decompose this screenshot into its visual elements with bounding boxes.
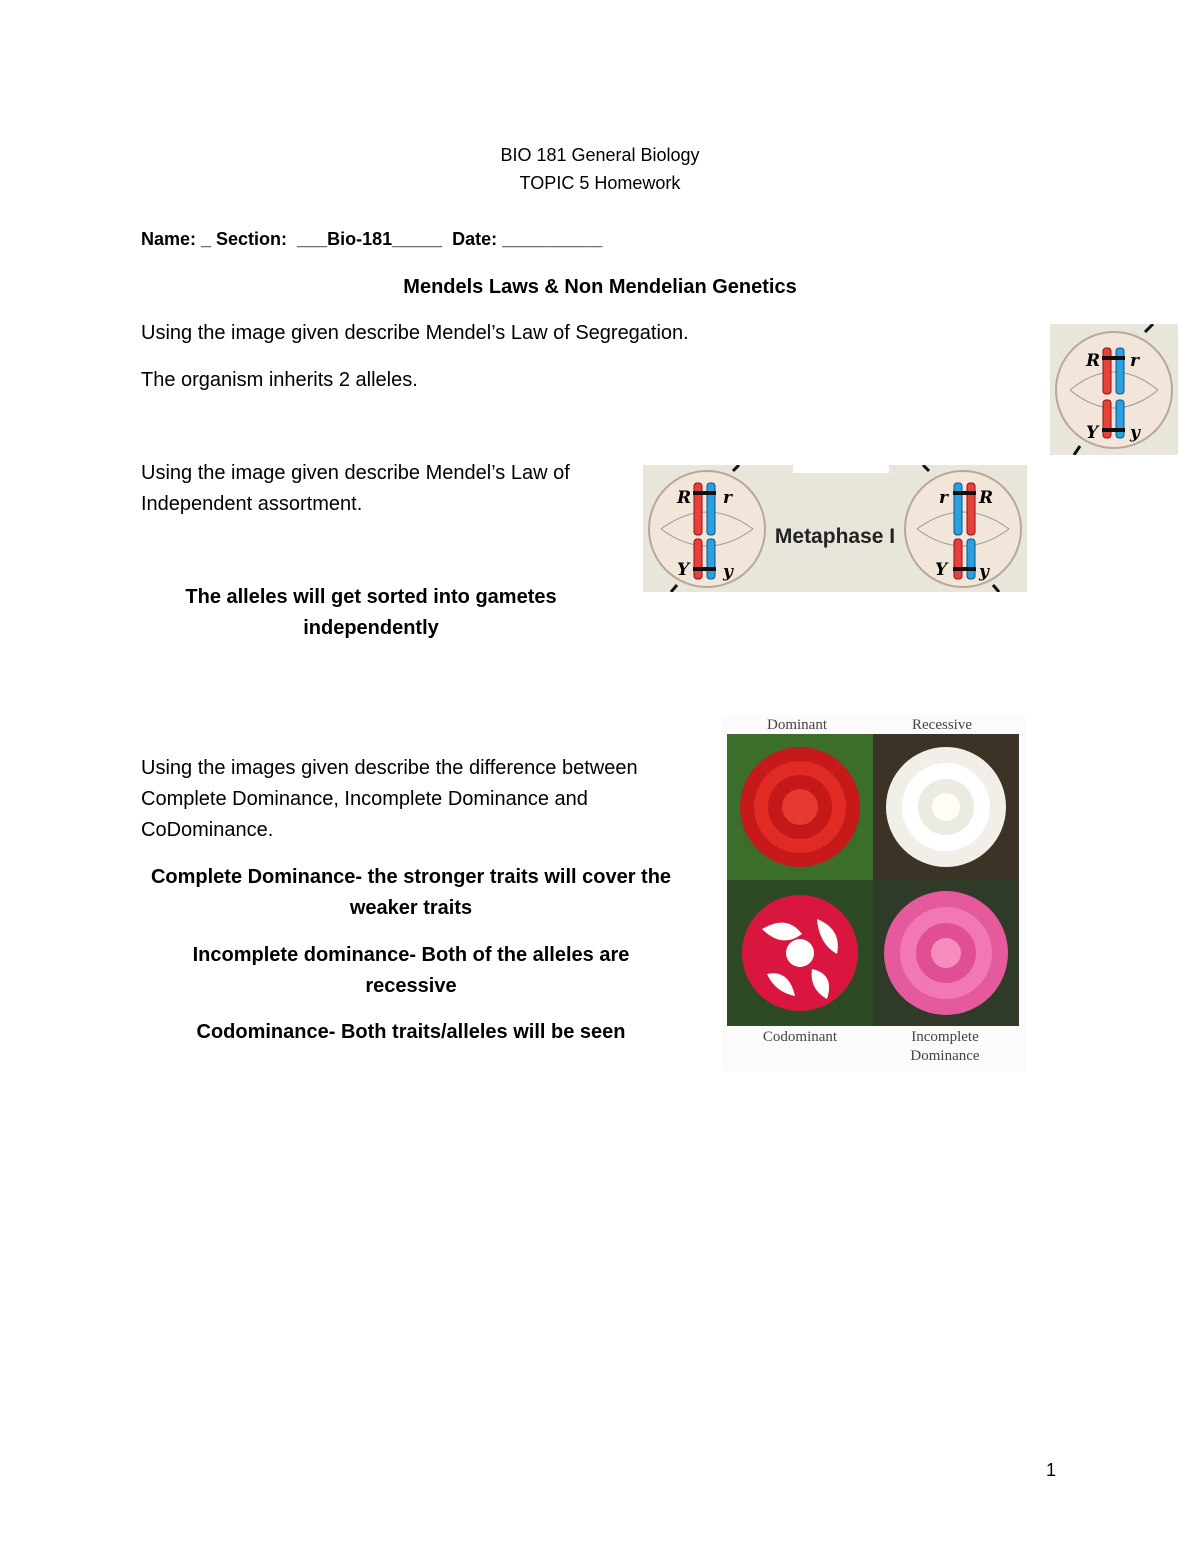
q1-question: Using the image given describe Mendel’s Law of Segregation. (141, 322, 689, 344)
meta-right-R: R (979, 488, 994, 508)
q2-question-line1: Using the image given describe Mendel’s Law of (141, 462, 570, 484)
q1-answer: The organism inherits 2 alleles. (141, 369, 418, 391)
meta-left-y: y (723, 562, 733, 582)
flower-label-dominant: Dominant (767, 717, 827, 733)
meta-right-Y: Y (935, 560, 948, 580)
meta-left-Y: Y (677, 560, 690, 580)
flower-label-incomplete-line1: Incomplete (911, 1029, 979, 1045)
flower-image (722, 715, 1026, 1071)
incomplete-dominance-line1: Incomplete dominance- Both of the alleles are (192, 944, 630, 966)
q2-answer-line1: The alleles will get sorted into gametes (185, 586, 557, 608)
meta-left-r: r (723, 488, 732, 508)
section-title: Mendels Laws & Non Mendelian Genetics (403, 276, 797, 298)
info-line: Name: _ Section: ___Bio-181_____ Date: __________ (141, 229, 603, 249)
q3-question-line2: Complete Dominance, Incomplete Dominance and (141, 788, 588, 810)
metaphase-diagram (643, 465, 1027, 592)
meta-left-R: R (677, 488, 692, 508)
incomplete-dominance-line2: recessive (365, 975, 457, 997)
metaphase-title: Metaphase I (774, 525, 896, 548)
segregation-diagram (1050, 324, 1178, 455)
flower-label-incomplete-line2: Dominance (910, 1048, 980, 1064)
metaphase-image (643, 465, 1027, 592)
course-title: BIO 181 General Biology (500, 145, 700, 165)
q3-question-line1: Using the images given describe the difference between (141, 757, 638, 779)
page-number: 1 (1046, 1460, 1057, 1480)
flower-grid (727, 734, 1019, 1026)
complete-dominance-line1: Complete Dominance- the stronger traits will cover the (150, 866, 672, 888)
q2-answer-line2: independently (303, 617, 439, 639)
seg-label-r: r (1130, 351, 1139, 371)
codominance-answer: Codominance- Both traits/alleles will be seen (196, 1021, 626, 1043)
segregation-image (1050, 324, 1178, 455)
seg-label-y: y (1130, 423, 1140, 443)
flower-label-recessive: Recessive (912, 717, 972, 733)
seg-label-R: R (1086, 351, 1101, 371)
topic-title: TOPIC 5 Homework (519, 173, 681, 193)
complete-dominance-line2: weaker traits (349, 897, 473, 919)
flower-label-codominant: Codominant (762, 1029, 838, 1045)
meta-right-r: r (939, 488, 948, 508)
meta-right-y: y (979, 562, 989, 582)
q3-question-line3: CoDominance. (141, 819, 274, 841)
seg-label-Y: Y (1086, 423, 1099, 443)
q2-question-line2: Independent assortment. (141, 493, 363, 515)
